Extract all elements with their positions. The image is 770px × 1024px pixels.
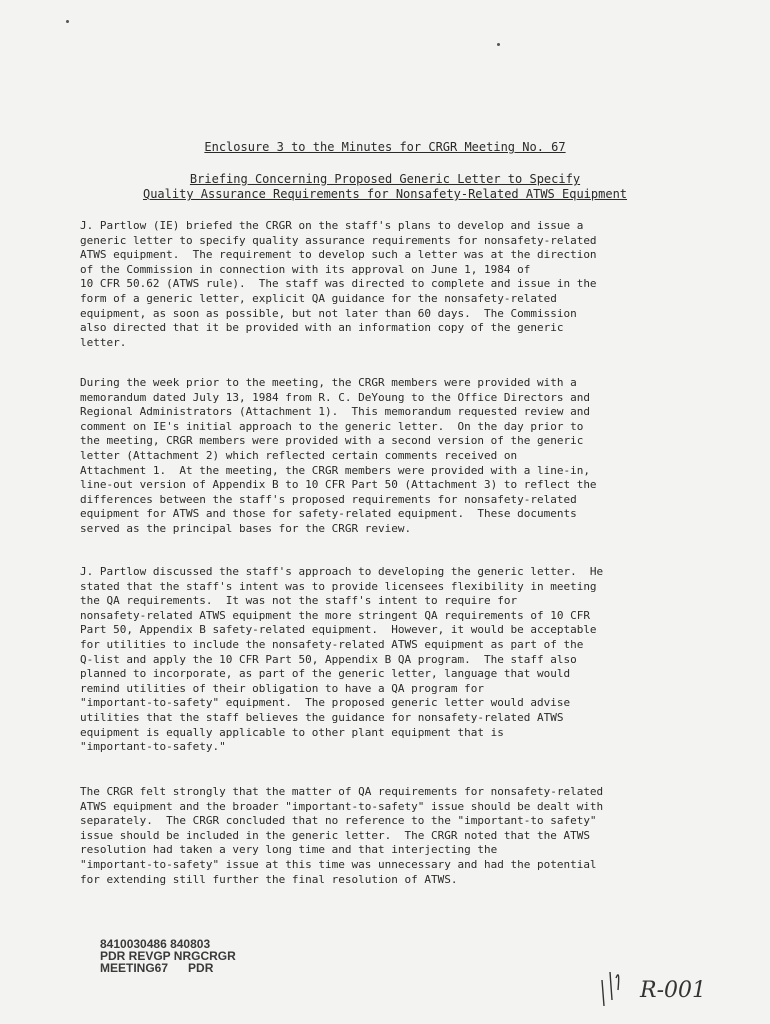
- text-line: J. Partlow (IE) briefed the CRGR on the staff's plans to develop and issue a: [80, 219, 584, 232]
- text-line: for utilities to include the nonsafety-related ATWS equipment as part of the: [80, 637, 584, 651]
- text-line: of the Commission in connection with its approval on June 1, 1984 of: [80, 262, 531, 276]
- text-line: generic letter to specify quality assurance requirements for nonsafety-related: [80, 233, 597, 247]
- text-line: Q-list and apply the 10 CFR Part 50, Appendix B QA program. The staff also: [80, 652, 577, 666]
- text-line: nonsafety-related ATWS equipment the more stringent QA requirements of 10 CFR: [80, 608, 590, 622]
- paragraph-3: [80, 565, 680, 755]
- paragraph-2: [80, 376, 680, 537]
- text-line: separately. The CRGR concluded that no reference to the "important-to safety": [80, 814, 597, 828]
- text-line: resolution had taken a very long time and that interjecting the: [80, 843, 498, 857]
- text-line: J. Partlow discussed the staff's approach to developing the generic letter. He: [80, 565, 604, 578]
- text-line: equipment for ATWS and those for safety-related equipment. These documents: [80, 507, 577, 521]
- enclosure-heading: [0, 140, 770, 155]
- stamp-line: MEETING67 PDR: [100, 961, 214, 975]
- paragraph-1: [80, 219, 680, 350]
- text-line: planned to incorporate, as part of the generic letter, language that would: [80, 667, 571, 681]
- text-line: "important-to-safety.": [80, 740, 226, 754]
- text-line: 10 CFR 50.62 (ATWS rule). The staff was directed to complete and issue in the: [80, 277, 597, 291]
- text-line: form of a generic letter, explicit QA guidance for the nonsafety-related: [80, 291, 557, 305]
- text-line: Part 50, Appendix B safety-related equipment. However, it would be acceptable: [80, 623, 597, 637]
- text-line: ATWS equipment and the broader "important-to-safety" issue should be dealt with: [80, 799, 604, 813]
- document-control-stamp: [100, 938, 236, 974]
- text-line: memorandum dated July 13, 1984 from R. C. DeYoung to the Office Directors and: [80, 390, 590, 404]
- enclosure-heading-text: Enclosure 3 to the Minutes for CRGR Meeting No. 67: [204, 140, 566, 154]
- stamp-line: PDR REVGP NRGCRGR: [100, 949, 236, 963]
- text-line: line-out version of Appendix B to 10 CFR Part 50 (Attachment 3) to reflect the: [80, 478, 597, 492]
- text-line: letter.: [80, 335, 127, 349]
- text-line: differences between the staff's proposed requirements for nonsafety-related: [80, 492, 577, 506]
- text-line: ATWS equipment. The requirement to develop such a letter was at the direction: [80, 248, 597, 262]
- text-line: During the week prior to the meeting, the CRGR members were provided with a: [80, 376, 577, 389]
- title-line-1-text: Briefing Concerning Proposed Generic Letter to Specify: [189, 172, 581, 186]
- text-line: served as the principal bases for the CRGR review.: [80, 521, 412, 535]
- text-line: for extending still further the final resolution of ATWS.: [80, 872, 458, 886]
- paragraph-4: [80, 785, 680, 887]
- handwritten-initials-mark: [596, 960, 636, 1010]
- title-line-2-text: Quality Assurance Requirements for Nonsafety-Related ATWS Equipment: [142, 187, 628, 201]
- stamp-line: 8410030486 840803: [100, 937, 211, 951]
- text-line: stated that the staff's intent was to provide licensees flexibility in meeting: [80, 579, 597, 593]
- text-line: comment on IE's initial approach to the generic letter. On the day prior to: [80, 419, 584, 433]
- text-line: The CRGR felt strongly that the matter of QA requirements for nonsafety-related: [80, 785, 604, 798]
- text-line: issue should be included in the generic letter. The CRGR noted that the ATWS: [80, 828, 590, 842]
- text-line: "important-to-safety" equipment. The proposed generic letter would advise: [80, 696, 571, 710]
- text-line: remind utilities of their obligation to have a QA program for: [80, 681, 484, 695]
- text-line: equipment, as soon as possible, but not later than 60 days. The Commission: [80, 306, 577, 320]
- handwritten-reference: R-001: [640, 978, 706, 1003]
- text-line: utilities that the staff believes the guidance for nonsafety-related ATWS: [80, 710, 564, 724]
- text-line: Attachment 1. At the meeting, the CRGR members were provided with a line-in,: [80, 463, 590, 477]
- text-line: "important-to-safety" issue at this time was unnecessary and had the potential: [80, 857, 597, 871]
- text-line: the meeting, CRGR members were provided with a second version of the generic: [80, 434, 584, 448]
- text-line: letter (Attachment 2) which reflected certain comments received on: [80, 448, 518, 462]
- scan-speck: [497, 43, 500, 46]
- text-line: also directed that it be provided with an information copy of the generic: [80, 321, 564, 335]
- text-line: equipment is equally applicable to other plant equipment that is: [80, 725, 504, 739]
- title-line-2: [0, 187, 770, 202]
- scan-speck: [66, 20, 69, 23]
- text-line: Regional Administrators (Attachment 1). This memorandum requested review and: [80, 405, 590, 419]
- title-line-1: [0, 172, 770, 187]
- text-line: the QA requirements. It was not the staff's intent to require for: [80, 594, 518, 608]
